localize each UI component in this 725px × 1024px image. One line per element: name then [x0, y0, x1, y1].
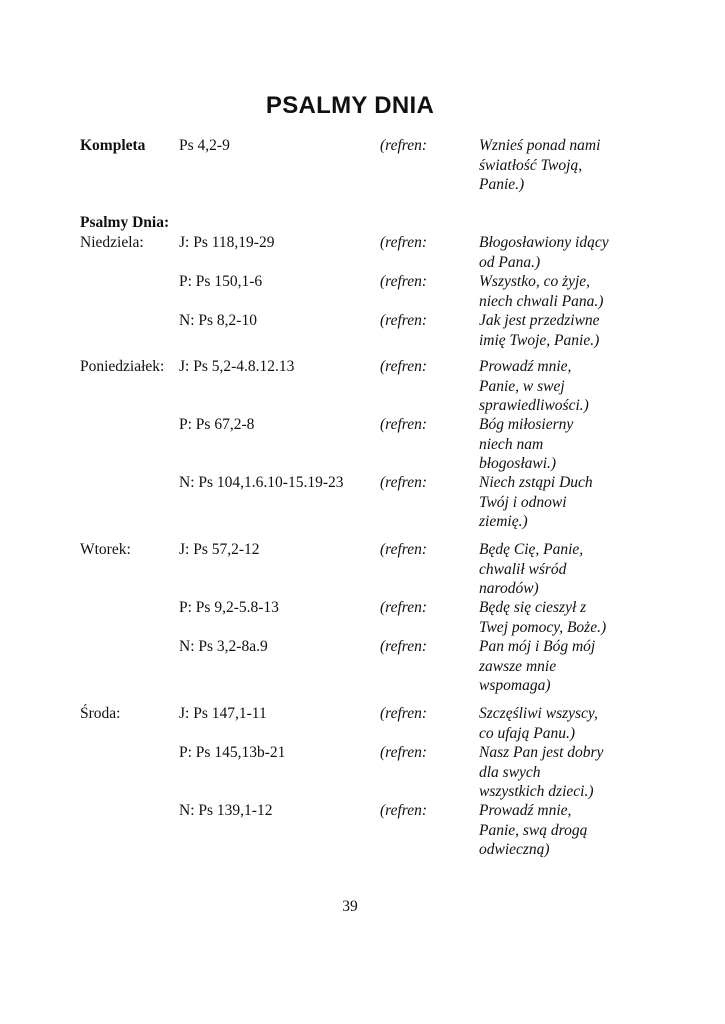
refren-line: Twój i odnowi [479, 493, 567, 511]
refren-label: (refren: [380, 744, 428, 761]
psalm-ref: P: Ps 67,2-8 [179, 416, 255, 433]
refren-line: ziemię.) [479, 513, 528, 530]
refren-line: Szczęśliwi wszyscy, [479, 705, 598, 722]
refren-line: Niech zstąpi Duch [479, 474, 593, 491]
psalm-ref: N: Ps 104,1.6.10-15.19-23 [179, 474, 344, 491]
refren-line: sprawiedliwości.) [479, 397, 589, 414]
psalm-ref: P: Ps 145,13b-21 [179, 744, 286, 761]
psalm-ref: J: Ps 147,1-11 [179, 705, 267, 722]
refren-line: narodów) [479, 580, 539, 597]
day-label-niedziela: Niedziela: [80, 234, 144, 251]
refren-line: co ufają Panu.) [479, 724, 575, 742]
page-number: 39 [342, 898, 358, 915]
psalm-ref: J: Ps 57,2-12 [179, 541, 260, 558]
refren-line: Pan mój i Bóg mój [479, 638, 596, 655]
refren-line: Panie, swą drogą [479, 821, 588, 839]
refren-line: Jak jest przedziwne [479, 312, 600, 329]
refren-line: Nasz Pan jest dobry [479, 744, 604, 761]
psalm-ref: N: Ps 3,2-8a.9 [179, 638, 268, 655]
refren-line: wspomaga) [479, 677, 551, 694]
refren-label: (refren: [380, 802, 428, 819]
refren-line: Błogosławiony idący [479, 234, 609, 251]
refren-line: Wszystko, co żyje, [479, 273, 591, 290]
kompleta-psalm: Ps 4,2-9 [179, 137, 230, 154]
psalm-ref: N: Ps 8,2-10 [179, 312, 257, 329]
refren-label: (refren: [380, 705, 428, 722]
refren-label: (refren: [380, 416, 428, 433]
refren-line: Będę się cieszył z [479, 599, 587, 616]
refren-label: (refren: [380, 312, 428, 329]
refren-line: od Pana.) [479, 253, 541, 271]
section-heading: Psalmy Dnia: [80, 214, 170, 231]
refren-label: (refren: [380, 474, 428, 491]
refren-label: (refren: [380, 273, 428, 290]
psalm-ref: J: Ps 118,19-29 [179, 234, 275, 251]
refren-line: dla swych [479, 763, 541, 781]
refren-line: niech nam [479, 435, 544, 453]
day-label-wtorek: Wtorek: [80, 541, 131, 558]
refren-line: Wznieś ponad nami [479, 137, 601, 154]
refren-label: (refren: [380, 137, 428, 154]
refren-label: (refren: [380, 599, 428, 616]
refren-line: odwieczną) [479, 841, 550, 858]
psalm-ref: J: Ps 5,2-4.8.12.13 [179, 358, 295, 375]
refren-line: Będę Cię, Panie, [479, 541, 584, 558]
refren-line: Bóg miłosierny [479, 416, 574, 433]
day-label-sroda: Środa: [80, 705, 121, 722]
psalm-ref: P: Ps 9,2-5.8-13 [179, 599, 279, 616]
refren-line: Twej pomocy, Boże.) [479, 618, 607, 636]
refren-label: (refren: [380, 358, 428, 375]
kompleta-label: Kompleta [80, 137, 146, 154]
refren-label: (refren: [380, 234, 428, 251]
day-label-poniedzialek: Poniedziałek: [80, 358, 165, 375]
page-title: PSALMY DNIA [265, 92, 435, 119]
refren-line: Prowadź mnie, [479, 358, 572, 375]
refren-line: błogosławi.) [479, 455, 557, 472]
psalm-ref: P: Ps 150,1-6 [179, 273, 263, 290]
refren-line: Panie.) [479, 176, 525, 193]
refren-label: (refren: [380, 638, 428, 655]
refren-line: chwalił wśród [479, 560, 567, 578]
psalm-ref: N: Ps 139,1-12 [179, 802, 273, 819]
refren-line: światłość Twoją, [479, 156, 583, 174]
refren-line: wszystkich dzieci.) [479, 783, 594, 800]
refren-line: zawsze mnie [479, 657, 557, 675]
refren-line: Prowadź mnie, [479, 802, 572, 819]
refren-line: imię Twoje, Panie.) [479, 331, 600, 349]
refren-line: niech chwali Pana.) [479, 292, 604, 310]
refren-label: (refren: [380, 541, 428, 558]
refren-line: Panie, w swej [479, 377, 565, 395]
